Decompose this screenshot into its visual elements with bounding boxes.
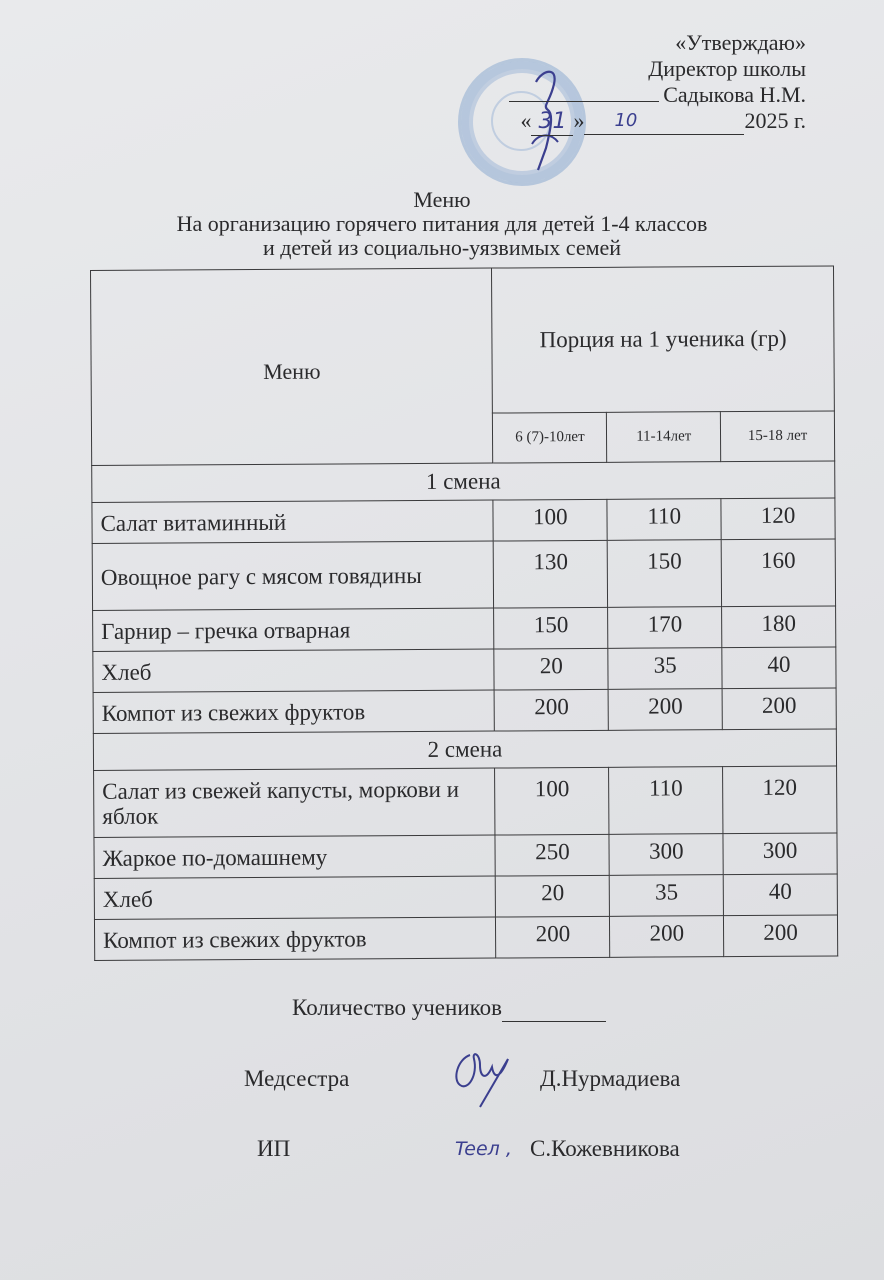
- portion-value: 120: [721, 498, 835, 540]
- table-row: [94, 874, 837, 920]
- portion-value: 40: [722, 647, 836, 689]
- dish-name: Жаркое по-домашнему: [94, 835, 496, 878]
- table-row: [92, 498, 835, 544]
- portion-value: 180: [722, 606, 836, 648]
- portion-value: 20: [496, 875, 610, 917]
- portion-value: 200: [496, 916, 610, 958]
- header-portion: Порция на 1 ученика (гр): [492, 266, 834, 413]
- section-row: [92, 461, 835, 503]
- portion-value: 150: [494, 607, 608, 649]
- nurse-label: Медсестра: [244, 1066, 350, 1091]
- date-month: 10: [614, 110, 638, 131]
- portion-value: 40: [723, 874, 837, 916]
- ip-name: С.Кожевникова: [530, 1136, 680, 1161]
- dish-name: Салат из свежей капусты, моркови и яблок: [94, 768, 496, 837]
- title-line-1: Меню: [413, 187, 471, 212]
- portion-value: 200: [608, 689, 722, 731]
- approval-heading: «Утверждаю»: [675, 30, 806, 55]
- portion-value: 300: [609, 834, 723, 876]
- portion-value: 120: [723, 766, 837, 834]
- approval-signer-name: Садыкова Н.М.: [663, 82, 806, 107]
- ip-signature-icon: Teeл ,: [455, 1138, 512, 1160]
- portion-value: 200: [724, 915, 838, 957]
- portion-value: 110: [607, 499, 721, 541]
- table-row: [93, 688, 836, 734]
- header-age-1: 6 (7)-10лет: [493, 412, 607, 463]
- header-age-2: 11-14лет: [607, 412, 721, 463]
- approval-date: [509, 108, 806, 136]
- section-label: 1 смена: [92, 461, 835, 503]
- portion-value: 20: [494, 648, 608, 690]
- approval-signer-line: [509, 82, 806, 108]
- portion-value: 200: [495, 689, 609, 731]
- portion-value: 110: [609, 767, 723, 835]
- portion-value: 100: [493, 499, 607, 541]
- portion-value: 170: [608, 607, 722, 649]
- dish-name: Овощное рагу с мясом говядины: [92, 541, 494, 610]
- header-age-3: 15-18 лет: [721, 411, 835, 462]
- approval-position: Директор школы: [648, 56, 806, 81]
- table-row: [94, 833, 837, 879]
- portion-value: 100: [495, 767, 609, 835]
- table-row: [92, 539, 835, 611]
- portion-value: 150: [607, 540, 721, 608]
- dish-name: Гарнир – гречка отварная: [93, 608, 495, 651]
- dish-name: Хлеб: [93, 649, 495, 692]
- portion-value: 200: [722, 688, 836, 730]
- table-row: [94, 915, 837, 961]
- date-year: 2025 г.: [744, 108, 806, 133]
- portion-value: 130: [494, 540, 608, 608]
- header-menu: Меню: [91, 268, 494, 465]
- table-row: [93, 647, 836, 693]
- portion-value: 160: [721, 539, 835, 607]
- section-label: 2 смена: [93, 729, 836, 771]
- date-open-quote: «: [520, 108, 532, 133]
- section-row: [93, 729, 836, 771]
- dish-name: Компот из свежих фруктов: [93, 690, 495, 733]
- date-month-line: [584, 108, 744, 135]
- portion-value: 200: [610, 916, 724, 958]
- students-count-blank: [502, 995, 606, 1022]
- students-count: [292, 995, 606, 1022]
- portion-value: 300: [723, 833, 837, 875]
- table-header-row: [91, 266, 835, 416]
- nurse-signature-icon: [450, 1045, 520, 1110]
- portion-value: 35: [608, 648, 722, 690]
- portion-value: 250: [495, 834, 609, 876]
- students-label: Количество учеников: [292, 995, 502, 1020]
- table-row: [93, 606, 836, 652]
- title-line-2: На организацию горячего питания для детей 1-4 классов: [176, 211, 708, 236]
- approval-block: [509, 30, 806, 136]
- document-title: [0, 188, 884, 260]
- dish-name: Хлеб: [94, 876, 496, 919]
- nurse-name: Д.Нурмадиева: [540, 1066, 681, 1091]
- date-day: 31: [531, 109, 573, 136]
- menu-table: [90, 265, 838, 961]
- table-row: [94, 766, 837, 838]
- date-close-quote: »: [573, 108, 585, 133]
- dish-name: Компот из свежих фруктов: [94, 917, 496, 960]
- signature-line: [509, 101, 659, 102]
- ip-label: ИП: [257, 1136, 291, 1161]
- portion-value: 35: [610, 875, 724, 917]
- dish-name: Салат витаминный: [92, 500, 494, 543]
- title-line-3: и детей из социально-уязвимых семей: [262, 235, 622, 260]
